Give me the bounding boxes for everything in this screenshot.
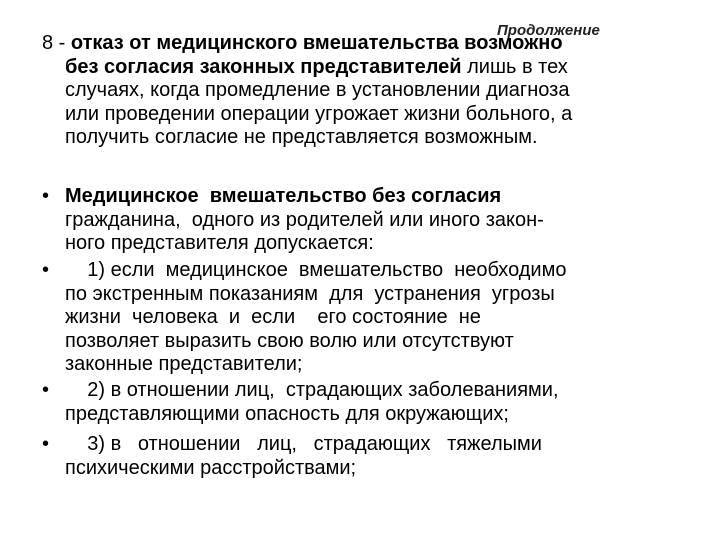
item-8-bold-1: отказ от медицинского вмешательства возможно	[70, 32, 563, 54]
bullet-marker: •	[42, 379, 50, 401]
item-8-line-2	[42, 56, 697, 80]
bullet-4-first-line: 3) в отношении лиц, страдающих тяжелыми	[65, 433, 542, 455]
bullet-1-heading: Медицинское вмешательство без согласия	[65, 185, 502, 207]
bullet-marker: •	[42, 259, 50, 281]
item-8-line-1	[42, 32, 697, 56]
bullet-3-line: представляющими опасность для окружающих;	[65, 402, 509, 425]
bullet-1-line: ного представителя допускается:	[65, 232, 374, 254]
bullet-2-line: позволяет выразить свою волю или отсутствуют	[65, 329, 514, 352]
bullet-3-first-line: 2) в отношении лиц, страдающих заболеваниями,	[65, 379, 559, 401]
bullet-marker: •	[42, 185, 50, 207]
item-8-line-3: случаях, когда промедление в установлении диагноза	[65, 79, 570, 101]
continuation-label: Продолжение	[497, 22, 600, 39]
bullet-4-line: психическими расстройствами;	[65, 456, 357, 479]
item-8-bold-2: без согласия законных представителей	[65, 55, 462, 78]
item-8-number: 8 -	[42, 32, 71, 54]
bullet-item	[42, 185, 682, 256]
bullet-item	[42, 379, 682, 426]
item-8-line-2-rest: лишь в тех	[461, 55, 568, 78]
bullet-item	[42, 259, 682, 377]
bullet-2-first-line: 1) если медицинское вмешательство необходимо	[65, 259, 567, 281]
item-8-line-4: или проведении операции угрожает жизни больного, а	[65, 102, 573, 125]
bullet-2-line: законные представители;	[65, 353, 303, 375]
bullet-marker: •	[42, 433, 50, 455]
item-8-line-5: получить согласие не представляется возможным.	[65, 126, 538, 148]
bullet-item	[42, 433, 682, 480]
bullet-1-line: гражданина, одного из родителей или иного закон-	[65, 208, 544, 231]
bullet-2-line: жизни человека и если его состояние не	[65, 306, 481, 328]
item-8-paragraph	[42, 32, 697, 150]
bullet-2-line: по экстренным показаниям для устранения угрозы	[65, 282, 555, 305]
